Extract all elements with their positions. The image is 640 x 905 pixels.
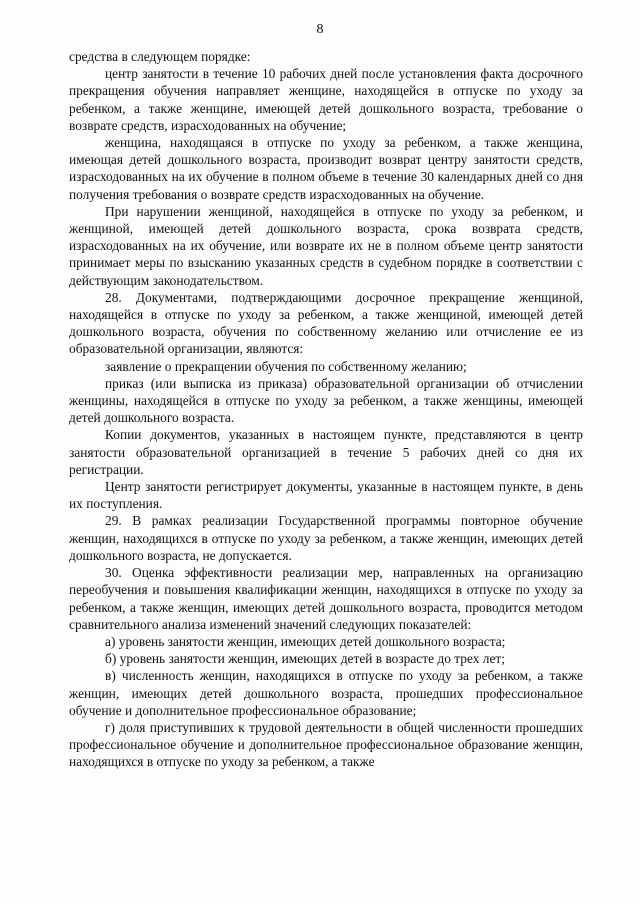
paragraph-clause-29: 29. В рамках реализации Государственной программы повторное обучение женщин, находящихся в отпуске по уходу за ребенком, а также женщин, имеющих детей дошкольного возраста, не допускается. [69,513,583,563]
indicator-g: г) доля приступивших к трудовой деятельности в общей численности прошедших профессиональное обучение и дополнительное профессиональное образование женщин, находящихся в отпуске по уходу за ребенком, а также [69,719,583,770]
document-body [69,48,583,771]
paragraph-clause-28-application: заявление о прекращении обучения по собственному желанию; [105,358,467,374]
indicator-a: а) уровень занятости женщин, имеющих детей дошкольного возраста; [105,633,506,649]
paragraph-clause-28-registration: Центр занятости регистрирует документы, указанные в настоящем пункте, в день их поступления. [69,479,583,512]
paragraph-clause-28: 28. Документами, подтверждающими досрочное прекращение женщиной, находящейся в отпуске по уходу за ребенком, а также женщиной, имеющей детей дошкольного возраста, обучения по собственному желанию или отчисление ее из образовательной организации, являются: [69,289,583,357]
paragraph-clause-28-order: приказ (или выписка из приказа) образовательной организации об отчислении женщины, находящейся в отпуске по уходу за ребенком, а также женщины, имеющей детей дошкольного возраста. [69,375,583,426]
page-number: 8 [316,22,324,37]
paragraph-clause-30: 30. Оценка эффективности реализации мер, направленных на организацию переобучения и повышения квалификации женщин, находящихся в отпуске по уходу за ребенком, а также женщин, имеющих детей дошкольного возраста, проводится методом сравнительного анализа изменений значений следующих показателей: [69,565,583,632]
paragraph-violation-recovery: При нарушении женщиной, находящейся в отпуске по уходу за ребенком, и женщиной, имеющей детей дошкольного возраста, срока возврата средств, израсходованных на их обучение, или возврате их не в полном объеме центр занятости принимает меры по взысканию указанных средств в судебном порядке в соответствии с действующим законодательством. [69,203,583,288]
indicator-v: в) численность женщин, находящихся в отпуске по уходу за ребенком, а также женщин, имеющих детей дошкольного возраста, прошедших профессиональное обучение и дополнительное профессиональное образование; [69,668,583,718]
paragraph-woman-refund: женщина, находящаяся в отпуске по уходу за ребенком, а также женщина, имеющая детей дошкольного возраста, производит возврат центру занятости средств, израсходованных на их обучение в полном объеме в течение 30 календарных дней со дня получения требования о возврате средств израсходованных на обучение. [69,135,583,202]
paragraph-clause-28-copies: Копии документов, указанных в настоящем пункте, представляются в центр занятости образовательной организацией в течение 5 рабочих дней со дня их регистрации. [69,427,583,477]
indicator-b: б) уровень занятости женщин, имеющих детей в возрасте до трех лет; [105,651,505,667]
paragraph-intro: средства в следующем порядке: [69,49,251,64]
paragraph-employment-center-demand: центр занятости в течение 10 рабочих дней после установления факта досрочного прекращения обучения направляет женщине, находящейся в отпуске по уходу за ребенком, а также женщине, имеющей детей дошкольного возраста, требование о возврате средств, израсходованных на обучение; [69,66,583,133]
